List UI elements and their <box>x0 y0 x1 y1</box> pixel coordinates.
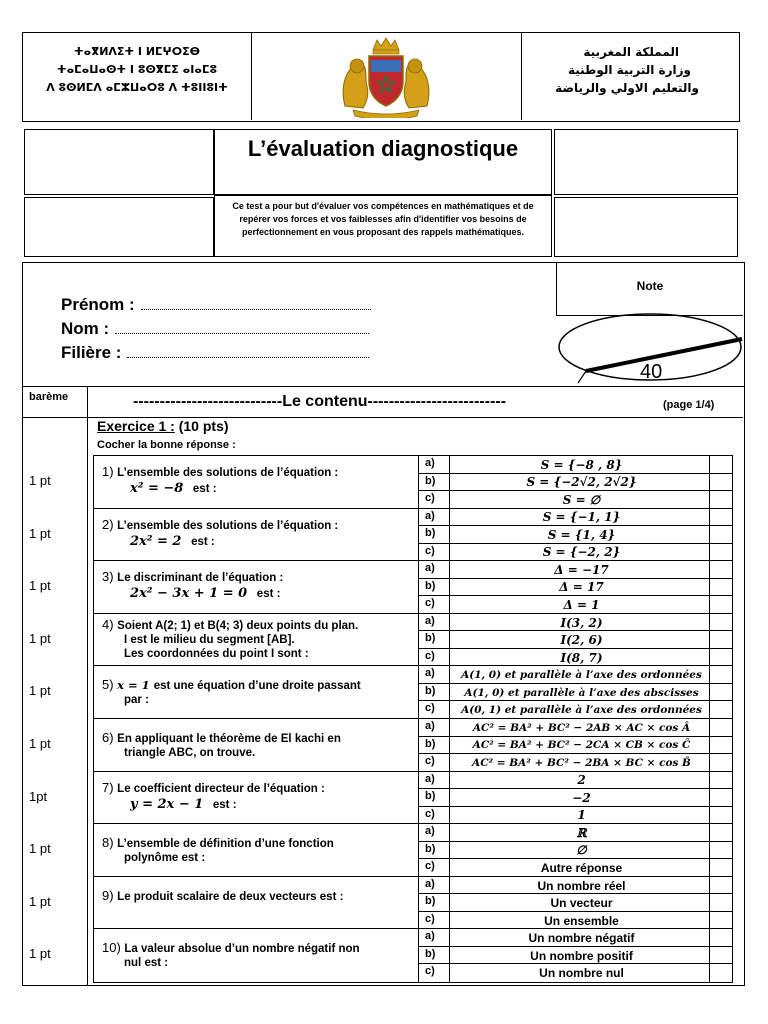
option-letter: c) <box>425 597 435 610</box>
arabic-line-3: والتعليم الاولي والرياضة <box>555 81 699 95</box>
question-points: 1 pt <box>29 841 51 857</box>
exercise-title <box>97 418 229 434</box>
answer-checkbox[interactable] <box>709 509 732 527</box>
option-text: 1 <box>577 808 586 823</box>
header-frame <box>22 32 740 122</box>
answer-checkbox[interactable] <box>709 666 732 684</box>
option-divider <box>449 894 450 912</box>
question-points: 1pt <box>29 788 48 804</box>
options-group <box>419 877 732 930</box>
option-letter: c) <box>425 807 435 820</box>
option-letter: c) <box>425 702 435 715</box>
option-divider <box>449 596 450 614</box>
option-row <box>419 772 732 790</box>
arabic-line-2: وزارة التربية الوطنية <box>567 63 691 77</box>
option-divider <box>449 789 450 807</box>
option-row <box>419 474 732 492</box>
answer-checkbox[interactable] <box>709 631 732 649</box>
question-math: x² = −8 <box>130 481 184 496</box>
answer-checkbox[interactable] <box>709 929 732 947</box>
tifinagh-line-2: ⵜⴰⵎⴰⵡⴰⵙⵜ ⵏ ⵓⵙⴳⵎⵉ ⴰⵏⴰⵎⵓ <box>56 63 218 76</box>
content-title: ----------------------------Le contenu-------------------------- <box>133 393 507 410</box>
option-row <box>419 807 732 825</box>
question-suffix: est : <box>203 798 237 811</box>
tifinagh-line-1: ⵜⴰⴳⵍⴷⵉⵜ ⵏ ⵍⵎⵖⵔⵉⴱ <box>73 45 200 58</box>
option-divider <box>449 877 450 895</box>
question-text <box>102 889 414 904</box>
exercise-points: (10 pts) <box>178 418 229 434</box>
question-text <box>102 465 414 496</box>
answer-checkbox[interactable] <box>709 772 732 790</box>
title-left-top <box>24 129 214 195</box>
options-group <box>419 456 732 509</box>
question-suffix: est : <box>247 588 281 601</box>
question-main-text: est une équation d’une droite passant <box>153 680 361 693</box>
question-points: 1 pt <box>29 525 51 541</box>
option-divider <box>449 824 450 842</box>
option-text: A(0, 1) et parallèle à l’axe des ordonnées <box>461 704 702 717</box>
page-title: L’évaluation diagnostique <box>247 136 519 161</box>
answer-checkbox[interactable] <box>709 807 732 825</box>
exercise-name: Exercice 1 : <box>97 418 175 434</box>
option-text: Un nombre réel <box>537 878 626 893</box>
question-text-line-2: par : <box>124 694 149 707</box>
options-group <box>419 719 732 772</box>
option-row <box>419 649 732 667</box>
question-math: 2x² − 3x + 1 = 0 <box>130 586 248 602</box>
option-divider <box>449 754 450 772</box>
option-text: S = ∅ <box>562 492 601 507</box>
option-divider <box>449 737 450 755</box>
answer-checkbox[interactable] <box>709 561 732 579</box>
question-main-text: L’ensemble des solutions de l’équation : <box>117 519 339 532</box>
question-main-text: Le coefficient directeur de l’équation : <box>117 782 325 795</box>
option-text: Autre réponse <box>540 861 623 876</box>
question-points: 1 pt <box>29 683 51 699</box>
option-divider <box>449 772 450 790</box>
option-row <box>419 544 732 562</box>
answer-checkbox[interactable] <box>709 614 732 632</box>
page-indicator: (page 1/4) <box>663 399 715 411</box>
answer-checkbox[interactable] <box>709 877 732 895</box>
title-center-bottom <box>214 195 552 257</box>
option-text: Un vecteur <box>550 896 613 911</box>
option-row <box>419 929 732 947</box>
option-letter: b) <box>425 474 436 487</box>
options-group <box>419 561 732 614</box>
option-letter: c) <box>425 544 435 557</box>
option-row <box>419 947 732 965</box>
option-letter: a) <box>425 667 435 680</box>
answer-checkbox[interactable] <box>709 894 732 912</box>
option-text: A(1, 0) et parallèle à l’axe des ordonnées <box>461 669 702 682</box>
option-text: ℝ <box>576 825 587 840</box>
question-cell <box>94 561 418 614</box>
question-main-text: L’ensemble des solutions de l’équation : <box>117 467 339 479</box>
question-points: 1 pt <box>29 893 51 909</box>
options-group <box>419 666 732 719</box>
option-row <box>419 859 732 877</box>
bareme-divider <box>87 387 88 985</box>
question-text <box>102 518 414 549</box>
nom-field[interactable] <box>115 333 369 334</box>
answer-checkbox[interactable] <box>709 684 732 702</box>
option-row <box>419 596 732 614</box>
answer-checkbox[interactable] <box>709 947 732 965</box>
filiere-label: Filière : <box>61 343 122 362</box>
option-text: I(2, 6) <box>560 633 603 648</box>
option-letter: c) <box>425 755 435 768</box>
option-divider <box>449 842 450 860</box>
option-letter: c) <box>425 492 435 505</box>
instruction: Cocher la bonne réponse : <box>97 439 236 451</box>
tifinagh-line-3: ⴷ ⵓⵙⵍⵎⴷ ⴰⵎⵣⵡⴰⵔⵓ ⴷ ⵜⵓⵏⵏⵓⵏⵜ <box>46 81 228 94</box>
option-letter: a) <box>425 877 435 890</box>
answer-checkbox[interactable] <box>709 737 732 755</box>
note-box <box>556 263 743 316</box>
option-text: Un nombre positif <box>530 948 633 963</box>
option-text: 2 <box>577 773 586 788</box>
question-main-text: Soient A(2; 1) et B(4; 3) deux points du plan. <box>117 619 359 632</box>
option-text: Δ = 1 <box>563 598 600 613</box>
option-row <box>419 666 732 684</box>
option-divider <box>449 491 450 509</box>
option-text: S = {−8 , 8} <box>540 457 623 472</box>
question-number: 5) <box>102 677 118 693</box>
content-frame <box>22 386 745 986</box>
option-text: Un nombre nul <box>539 966 624 981</box>
option-letter: b) <box>425 947 436 960</box>
option-divider <box>449 947 450 965</box>
option-letter: a) <box>425 509 435 522</box>
option-letter: a) <box>425 457 435 469</box>
question-text-line-2: triangle ABC, on trouve. <box>124 747 256 759</box>
question-main-text: Le discriminant de l’équation : <box>117 572 284 585</box>
options-group <box>419 824 732 877</box>
option-text: S = {−2√2, 2√2} <box>526 475 637 490</box>
option-divider <box>449 456 450 474</box>
prenom-label: Prénom : <box>61 295 135 314</box>
emblem-cell <box>251 33 522 120</box>
option-row <box>419 842 732 860</box>
option-row <box>419 754 732 772</box>
question-text <box>102 941 414 970</box>
question-points: 1 pt <box>29 578 51 594</box>
option-letter: a) <box>425 614 435 627</box>
coat-of-arms-icon <box>331 36 441 118</box>
option-text: −2 <box>572 790 591 805</box>
option-divider <box>449 474 450 492</box>
option-letter: a) <box>425 930 435 943</box>
option-row <box>419 526 732 544</box>
option-divider <box>449 579 450 597</box>
question-text <box>102 570 414 601</box>
option-divider <box>449 684 450 702</box>
question-text-line-2: nul est : <box>124 957 169 970</box>
option-text: I(3, 2) <box>560 615 603 630</box>
title-right-bottom <box>554 197 738 257</box>
option-divider <box>449 701 450 719</box>
options-group <box>419 509 732 562</box>
option-row <box>419 737 732 755</box>
option-letter: b) <box>425 684 436 697</box>
arabic-line-1: المملكة المغربية <box>583 45 679 59</box>
title-right-top <box>554 129 738 195</box>
header-arabic-cell <box>521 33 739 120</box>
nom-label: Nom : <box>61 319 110 338</box>
answer-checkbox[interactable] <box>709 456 732 474</box>
options-group <box>419 614 732 667</box>
option-text: S = {−2, 2} <box>542 545 621 560</box>
option-text: S = {1, 4} <box>547 527 616 542</box>
option-letter: c) <box>425 965 435 978</box>
question-text <box>102 836 414 865</box>
option-row <box>419 614 732 632</box>
title-frame <box>22 127 740 259</box>
question-text <box>102 781 414 812</box>
answer-checkbox[interactable] <box>709 579 732 597</box>
option-letter: c) <box>425 649 435 662</box>
option-text: AC² = BA² + BC² − 2BA × BC × cos B̂ <box>472 756 691 769</box>
option-divider <box>449 964 450 982</box>
option-letter: a) <box>425 772 435 785</box>
question-math: x = 1 <box>117 678 154 693</box>
question-main-text: En appliquant le théorème de El kachi en <box>117 733 341 745</box>
question-text-line-2: polynôme est : <box>124 852 206 865</box>
option-divider <box>449 649 450 667</box>
question-math-line <box>102 587 414 601</box>
note-label: Note <box>636 279 664 293</box>
option-letter: b) <box>425 737 436 750</box>
question-cell <box>94 456 418 509</box>
answer-checkbox[interactable] <box>709 719 732 737</box>
answer-checkbox[interactable] <box>709 526 732 544</box>
question-math-line <box>102 798 414 812</box>
question-math: 2x² = 2 <box>130 533 182 549</box>
option-divider <box>449 561 450 579</box>
option-row <box>419 719 732 737</box>
option-text: S = {−1, 1} <box>542 510 621 525</box>
prenom-field[interactable] <box>141 309 371 310</box>
question-cell <box>94 877 418 930</box>
question-text <box>102 678 414 707</box>
option-text: Un ensemble <box>544 913 619 928</box>
option-text: A(1, 0) et parallèle à l’axe des abscisses <box>464 686 699 699</box>
question-main-text: L’ensemble de définition d’une fonction <box>117 838 334 851</box>
option-row <box>419 561 732 579</box>
option-letter: b) <box>425 579 436 592</box>
question-table <box>93 455 733 983</box>
option-divider <box>449 807 450 825</box>
question-cell <box>94 772 418 825</box>
option-letter: b) <box>425 527 436 540</box>
option-letter: c) <box>425 860 435 873</box>
option-row <box>419 684 732 702</box>
option-row <box>419 579 732 597</box>
option-letter: a) <box>425 720 435 732</box>
question-cell <box>94 929 418 982</box>
question-number: 7) <box>102 779 118 795</box>
question-suffix: est : <box>183 483 217 495</box>
answer-checkbox[interactable] <box>709 754 732 772</box>
question-cell <box>94 666 418 719</box>
question-math-line <box>102 535 414 549</box>
question-text <box>102 618 414 661</box>
option-divider <box>449 929 450 947</box>
option-row <box>419 789 732 807</box>
option-letter: a) <box>425 562 435 575</box>
question-text <box>102 731 414 760</box>
option-text: Un nombre négatif <box>528 931 635 946</box>
bareme-label: barème <box>29 391 69 403</box>
question-cell <box>94 719 418 772</box>
question-number: 3) <box>102 569 118 585</box>
option-letter: b) <box>425 895 436 908</box>
answer-checkbox[interactable] <box>709 491 732 509</box>
option-divider <box>449 859 450 877</box>
option-row <box>419 964 732 982</box>
question-number: 2) <box>102 516 118 532</box>
option-divider <box>449 912 450 930</box>
title-left-bottom <box>24 197 214 257</box>
option-divider <box>449 509 450 527</box>
option-text: ∅ <box>576 843 587 858</box>
question-text-line-3: Les coordonnées du point I sont : <box>124 647 309 660</box>
question-suffix: est : <box>181 535 215 548</box>
question-number: 1) <box>102 464 118 479</box>
options-group <box>419 772 732 825</box>
option-divider <box>449 666 450 684</box>
option-divider <box>449 614 450 632</box>
question-text-line-2: I est le milieu du segment [AB]. <box>124 633 295 646</box>
question-cell <box>94 824 418 877</box>
option-divider <box>449 526 450 544</box>
question-number: 6) <box>102 730 118 745</box>
question-main-text: Le produit scalaire de deux vecteurs est : <box>117 890 344 903</box>
question-number: 10) <box>102 940 125 956</box>
title-center-top <box>214 129 552 195</box>
option-row <box>419 456 732 474</box>
answer-checkbox[interactable] <box>709 544 732 562</box>
answer-checkbox[interactable] <box>709 596 732 614</box>
answer-checkbox[interactable] <box>709 912 732 930</box>
answer-checkbox[interactable] <box>709 964 732 982</box>
option-row <box>419 894 732 912</box>
filiere-field[interactable] <box>127 357 369 358</box>
option-divider <box>449 544 450 562</box>
student-info-frame <box>22 262 745 386</box>
question-number: 8) <box>102 835 118 851</box>
option-divider <box>449 719 450 737</box>
question-main-text: La valeur absolue d’un nombre négatif non <box>124 943 360 956</box>
question-points: 1 pt <box>29 736 51 751</box>
header-tifinagh-cell <box>23 33 252 120</box>
answer-checkbox[interactable] <box>709 649 732 667</box>
grade-total: 40 <box>640 361 663 383</box>
option-letter: a) <box>425 825 435 838</box>
question-math-line <box>102 482 414 496</box>
option-row <box>419 491 732 509</box>
option-letter: b) <box>425 632 436 645</box>
question-math: y = 2x − 1 <box>130 796 204 812</box>
option-row <box>419 912 732 930</box>
option-row <box>419 631 732 649</box>
option-text: Δ = −17 <box>554 562 609 577</box>
answer-checkbox[interactable] <box>709 859 732 877</box>
question-points: 1 pt <box>29 473 51 488</box>
answer-checkbox[interactable] <box>709 474 732 492</box>
question-points: 1 pt <box>29 630 51 646</box>
option-row <box>419 701 732 719</box>
option-letter: b) <box>425 842 436 855</box>
question-points: 1 pt <box>29 946 51 962</box>
option-text: AC² = BA² + BC² − 2CA × CB × cos Ĉ <box>472 739 691 752</box>
option-text: Δ = 17 <box>559 580 604 595</box>
test-description: Ce test a pour but d'évaluer vos compétences en mathématiques et de repérer vos forces et vos faiblesses afin d'identifier vos besoins de perfectionnement en vous proposant des rappels mathématiques. <box>232 201 534 237</box>
question-number: 9) <box>102 887 118 903</box>
answer-checkbox[interactable] <box>709 701 732 719</box>
option-row <box>419 509 732 527</box>
answer-checkbox[interactable] <box>709 842 732 860</box>
option-text: AC² = BA² + BC² − 2AB × AC × cos Â <box>472 721 691 734</box>
question-cell <box>94 509 418 562</box>
answer-checkbox[interactable] <box>709 789 732 807</box>
option-letter: c) <box>425 912 435 925</box>
options-group <box>419 929 732 982</box>
option-divider <box>449 631 450 649</box>
question-number: 4) <box>102 616 118 632</box>
option-row <box>419 824 732 842</box>
answer-checkbox[interactable] <box>709 824 732 842</box>
option-text: I(8, 7) <box>560 650 603 665</box>
option-row <box>419 877 732 895</box>
option-letter: b) <box>425 790 436 803</box>
question-cell <box>94 614 418 667</box>
